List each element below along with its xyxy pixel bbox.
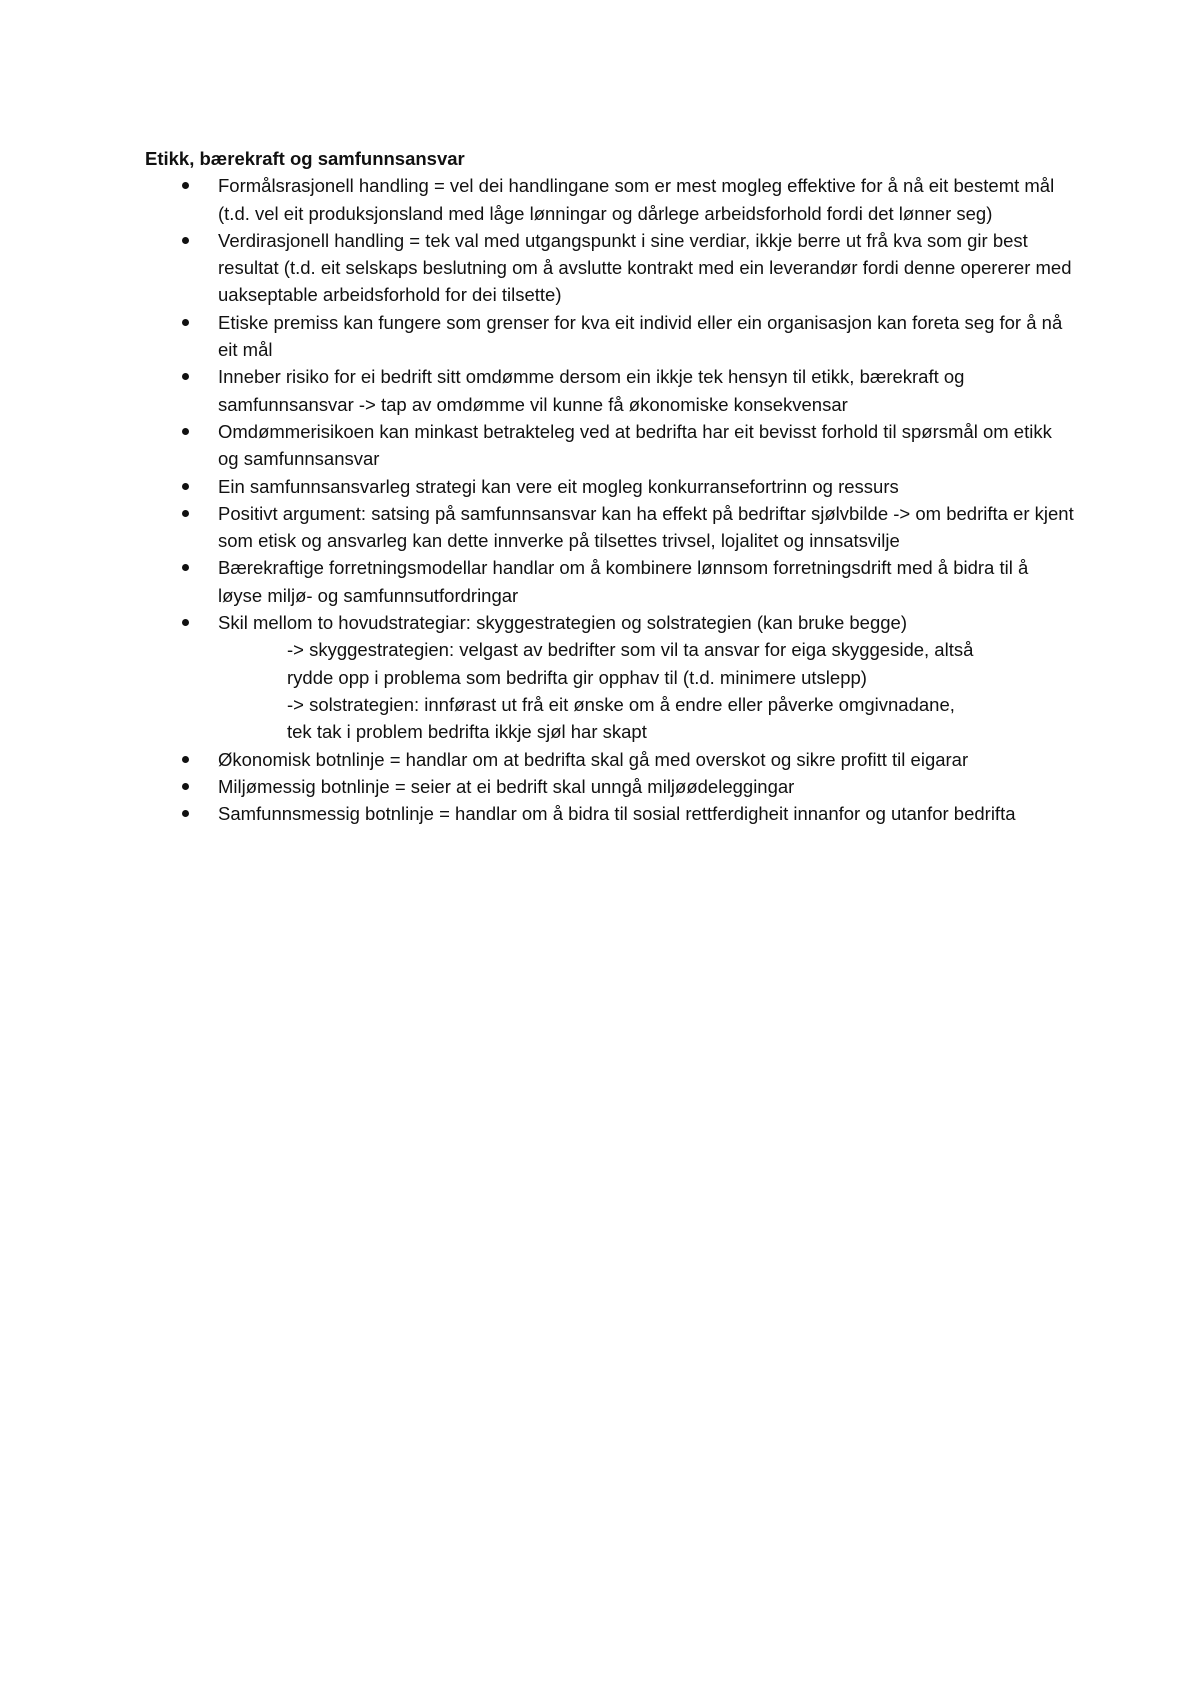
list-item (145, 746, 1075, 773)
list-item-text: Verdirasjonell handling = tek val med utgangspunkt i sine verdiar, ikkje berre ut frå kva som gir best resultat (t.d. eit selskaps beslutning om å avslutte kontrakt med ein leverandør fordi denne opererer med uakseptable arbeidsforhold for dei tilsette) (218, 229, 1072, 306)
list-item-text: Bærekraftige forretningsmodellar handlar om å kombinere lønnsom forretningsdrift med å bidra til å løyse miljø- og samfunnsutfordringar (218, 557, 1029, 606)
list-item-text: Positivt argument: satsing på samfunnsansvar kan ha effekt på bedriftar sjølvbilde -> om bedrifta er kjent som etisk og ansvarleg kan dette innverke på tilsettes trivsel, lojalitet og innsatsvilje (218, 502, 1074, 552)
sub-line: -> skyggestrategien: velgast av bedrifter som vil ta ansvar for eiga skyggeside, altså (287, 639, 974, 661)
list-item-text: Miljømessig botnlinje = seier at ei bedrift skal unngå miljøødeleggingar (218, 775, 795, 797)
sub-line: tek tak i problem bedrifta ikkje sjøl har skapt (287, 721, 647, 743)
list-item (145, 309, 1075, 364)
list-item (145, 800, 1075, 827)
bullet-icon (182, 483, 189, 490)
document-body (145, 145, 1075, 827)
bullet-icon (182, 510, 189, 517)
list-item (145, 363, 1075, 418)
bullet-icon (182, 373, 189, 380)
list-item-text: Omdømmerisikoen kan minkast betrakteleg ved at bedrifta har eit bevisst forhold til spørsmål om etikk og samfunnsansvar (218, 420, 1052, 470)
list-item-text: Skil mellom to hovudstrategiar: skyggestrategien og solstrategien (kan bruke begge) (218, 612, 907, 634)
bullet-icon (182, 783, 189, 790)
bullet-icon (182, 237, 189, 244)
list-item (145, 172, 1075, 227)
list-item (145, 500, 1075, 555)
list-item-text: Inneber risiko for ei bedrift sitt omdømme dersom ein ikkje tek hensyn til etikk, bærekraft og samfunnsansvar -> tap av omdømme vil kunne få økonomiske konsekvensar (218, 366, 965, 415)
bullet-icon (182, 619, 189, 626)
document-title: Etikk, bærekraft og samfunnsansvar (145, 148, 465, 169)
list-item (145, 227, 1075, 309)
sub-line: rydde opp i problema som bedrifta gir opphav til (t.d. minimere utslepp) (287, 666, 867, 688)
list-item (145, 609, 1075, 745)
bullet-list (145, 172, 1075, 827)
list-item (145, 473, 1075, 500)
list-item-text: Samfunnsmessig botnlinje = handlar om å bidra til sosial rettferdigheit innanfor og utanfor bedrifta (218, 803, 1016, 825)
bullet-icon (182, 319, 189, 326)
list-item (145, 554, 1075, 609)
list-item (145, 418, 1075, 473)
list-item-text: Ein samfunnsansvarleg strategi kan vere eit mogleg konkurransefortrinn og ressurs (218, 475, 899, 497)
list-item-text: Formålsrasjonell handling = vel dei handlingane som er mest mogleg effektive for å nå eit bestemt mål (t.d. vel eit produksjonsland med låge lønningar og dårlege arbeidsforhold fordi det lønner seg) (218, 175, 1055, 224)
bullet-icon (182, 564, 189, 571)
bullet-icon (182, 810, 189, 817)
bullet-icon (182, 428, 189, 435)
bullet-icon (182, 756, 189, 763)
list-item-text: Etiske premiss kan fungere som grenser for kva eit individ eller ein organisasjon kan foreta seg for å nå eit mål (218, 311, 1063, 361)
bullet-icon (182, 182, 189, 189)
list-item-text: Økonomisk botnlinje = handlar om at bedrifta skal gå med overskot og sikre profitt til eigarar (218, 748, 969, 770)
sub-line: -> solstrategien: innførast ut frå eit ønske om å endre eller påverke omgivnadane, (287, 693, 955, 715)
list-item (145, 773, 1075, 800)
